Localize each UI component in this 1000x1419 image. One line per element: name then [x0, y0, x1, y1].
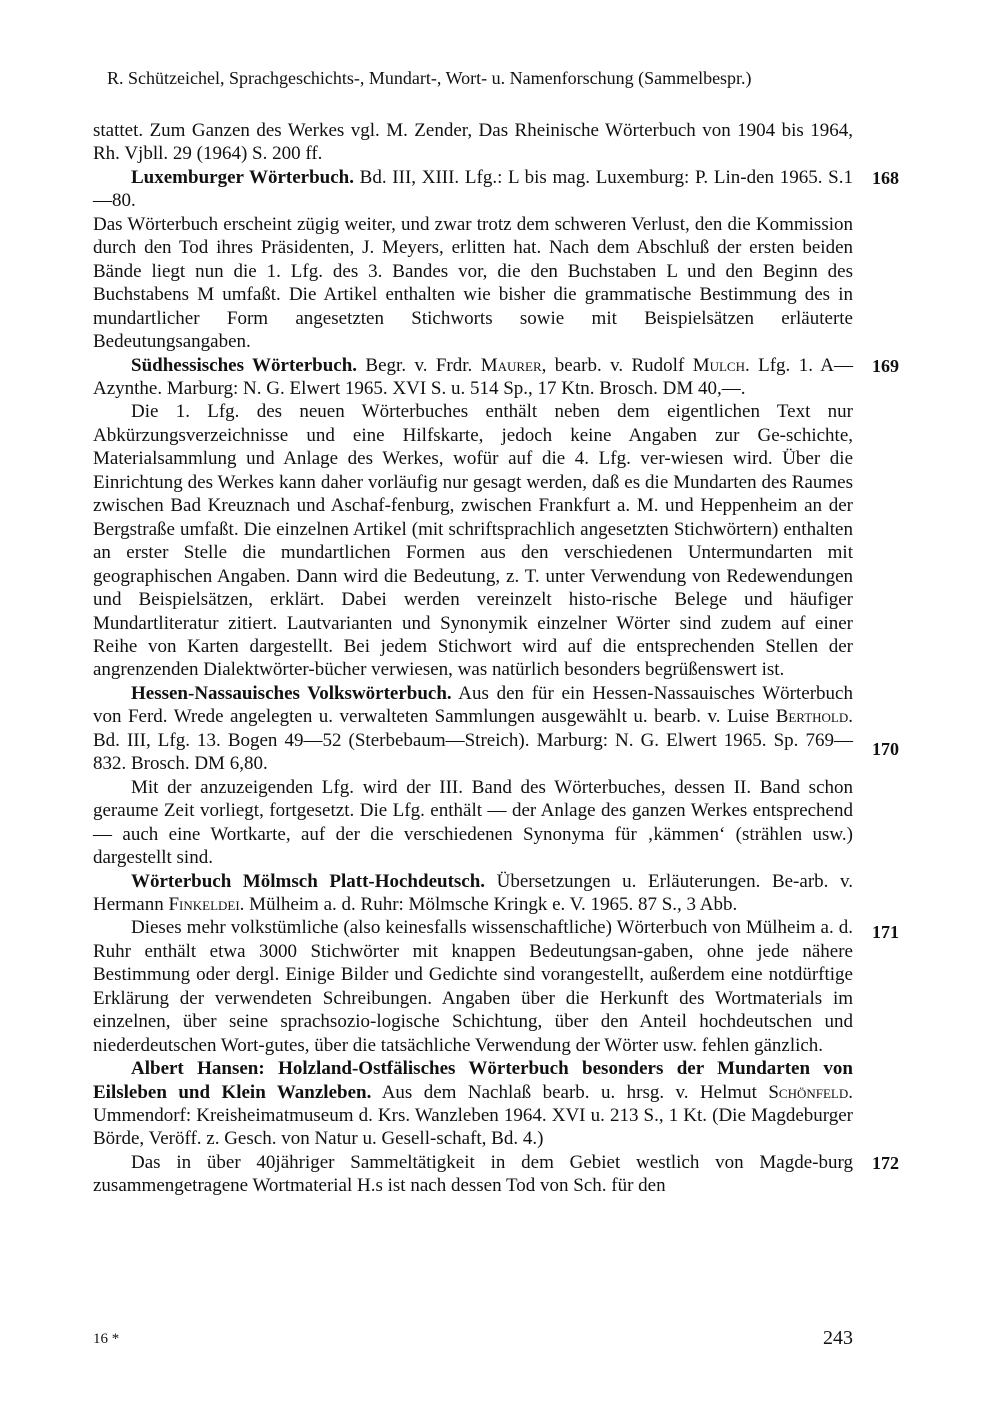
entry-169-paragraph: Die 1. Lfg. des neuen Wörterbuches enthält neben dem eigentlichen Text nur Abkürzungsverzeichnisse und eine Hilfskarte, jedoch keine Angaben zur Ge-schichte, Materialsammlung und Anlage des Werkes, wofür auf die 4. Lfg. ver-wiesen wird. Über die Einrichtung des Werkes kann daher vorläufig nur gesagt werden, daß es die Mundarten des Raumes zwischen Bad Kreuznach und Aschaf-fenburg, zwischen Frankfurt a. M. und Heppenheim an der Bergstraße umfaßt. Die einzelnen Artikel (mit schriftsprachlich angesetzten Stichwörtern) enthalten an erster Stelle die mundartlichen Formen aus den verschiedenen Untermundarten mit geographischen Angaben. Dann wird die Bedeutung, z. T. unter Verwendung von Redewendungen und Beispielsätzen, erklärt. Dabei werden vereinzelt histo-rische Belege und häufiger Mundartliteratur zitiert. Lautvarianten und Synonymik einzelner Wörter sind zudem auf einer Reihe von Karten dargestellt. Bei jedem Stichwort wird auf die entsprechenden Stellen der angrenzenden Dialektwörter-bücher verwiesen, was natürlich besonders begrüßenswert ist.	[93, 401, 853, 681]
entry-170-details-b: . Bd. III, Lfg. 13. Bogen 49—52 (Sterbebaum—Streich). Marburg: N. G. Elwert 1965. Sp. 769—832. Brosch. DM 6,80.	[93, 706, 853, 775]
entry-169-author-a: Maurer	[480, 354, 542, 376]
entry-169-details-b: , bearb. v. Rudolf	[541, 354, 693, 376]
entry-168-headword: Luxemburger Wörterbuch.	[131, 166, 354, 188]
entry-number-168: 168	[872, 168, 899, 188]
entry-171-headword: Wörterbuch Mölmsch Platt-Hochdeutsch.	[131, 870, 486, 892]
page-number: 243	[823, 1327, 853, 1349]
entry-170-author: Berthold	[775, 706, 849, 728]
entry-171-paragraph: Dieses mehr volkstümliche (also keinesfalls wissenschaftliche) Wörterbuch von Mülheim a. d. Ruhr enthält etwa 3000 Stichwörter mit knappen Bedeutungsan-gaben, ohne jede nähere Bestimmung oder dergl. Einige Bilder und Gedichte sind vorangestellt, außerdem eine notdürftige Erklärung der verwendeten Schreibungen. Angaben über die Herkunft des Wortmaterials im einzelnen, über seine sprachsozio-logische Schichtung, über den Anteil hochdeutschen und niederdeutschen Wort-gutes, über die tatsächliche Verwendung der Wörter usw. fehlen gänzlich.	[93, 917, 853, 1056]
entry-168-citation	[93, 166, 853, 213]
entry-171-details-b: . Mülheim a. d. Ruhr: Mölmsche Kringk e. V. 1965. 87 S., 3 Abb.	[239, 893, 738, 915]
entry-170-headword: Hessen-Nassauisches Volkswörterbuch.	[131, 682, 452, 704]
intro-paragraph: stattet. Zum Ganzen des Werkes vgl. M. Zender, Das Rheinische Wörterbuch von 1904 bis 1964, Rh. Vjbll. 29 (1964) S. 200 ff.	[93, 120, 853, 165]
signature-mark: 16 *	[93, 1331, 120, 1347]
entry-172-details-b: . Ummendorf: Kreisheimatmuseum d. Krs. Wanzleben 1964. XVI u. 213 S., 1 Kt. (Die Magdeburger Börde, Veröff. z. Gesch. von Natur u. Gesell-schaft, Bd. 4.)	[93, 1081, 854, 1150]
running-head: R. Schützeichel, Sprachgeschichts-, Mundart-, Wort- u. Namenforschung (Sammelbespr.)	[107, 68, 752, 88]
entry-172-paragraph: Das in über 40jähriger Sammeltätigkeit in dem Gebiet westlich von Magde-burg zusammengetragene Wortmaterial H.s ist nach dessen Tod von Sch. für den	[93, 1151, 853, 1197]
entry-169-author-b: Mulch	[692, 354, 745, 376]
entry-170-details-a: Aus den für ein Hessen-Nassauisches Wörterbuch von Ferd. Wrede angelegten u. verwalteten Sammlungen ausgewählt u. bearb. v. Luise	[93, 682, 853, 728]
entry-169-details-a: Begr. v. Frdr.	[357, 354, 481, 376]
entry-172-headword: Albert Hansen: Holzland-Ostfälisches Wörterbuch besonders der Mundarten von Eilsleben und Klein Wanzleben.	[93, 1058, 853, 1103]
entry-172-editor: Schönfeld	[768, 1081, 849, 1103]
entry-172-citation	[93, 1057, 853, 1151]
entry-169-details-c: . Lfg. 1. A—Azynthe. Marburg: N. G. Elwert 1965. XVI S. u. 514 Sp., 17 Ktn. Brosch. DM 40,—.	[93, 354, 854, 399]
entry-171-details-a: Übersetzungen u. Erläuterungen. Be-arb. v. Hermann	[93, 870, 853, 915]
entry-number-169: 169	[872, 356, 899, 376]
entry-169-citation	[93, 354, 853, 401]
text-column	[93, 119, 853, 1198]
entry-number-171: 171	[872, 922, 899, 942]
entry-169-headword: Südhessisches Wörterbuch.	[131, 354, 358, 376]
entry-171-citation	[93, 870, 853, 917]
entry-number-170: 170	[872, 739, 899, 759]
entry-171-author: Finkeldei	[168, 893, 240, 915]
entry-168-details: Bd. III, XIII. Lfg.: L bis mag. Luxemburg: P. Lin-den 1965. S.1—80.	[93, 166, 853, 212]
entry-168-paragraph: Das Wörterbuch erscheint zügig weiter, und zwar trotz dem schweren Verlust, den die Kommission durch den Tod ihres Präsidenten, J. Meyers, erlitten hat. Nach dem Abschluß der ersten beiden Bände liegt nun die 1. Lfg. des 3. Bandes vor, die den Buchstaben L und den Beginn des Buchstabens M umfaßt. Die Artikel enthalten wie bisher die grammatische Bestimmung des in mundartlicher Form angesetzten Stichworts sowie mit Beispielsätzen erläuterte Bedeutungsangaben.	[93, 213, 853, 353]
entry-170-paragraph: Mit der anzuzeigenden Lfg. wird der III. Band des Wörterbuches, dessen II. Band schon geraume Zeit vorliegt, fortgesetzt. Die Lfg. enthält — der Anlage des ganzen Werkes entsprechend — auch eine Wortkarte, auf der die verschiedenen Synonyma für ‚kämmen‘ (strählen usw.) dargestellt sind.	[93, 776, 853, 869]
entry-number-172: 172	[872, 1153, 899, 1173]
entry-172-details-a: Aus dem Nachlaß bearb. u. hrsg. v. Helmut	[371, 1081, 769, 1103]
entry-170-citation	[93, 682, 853, 776]
